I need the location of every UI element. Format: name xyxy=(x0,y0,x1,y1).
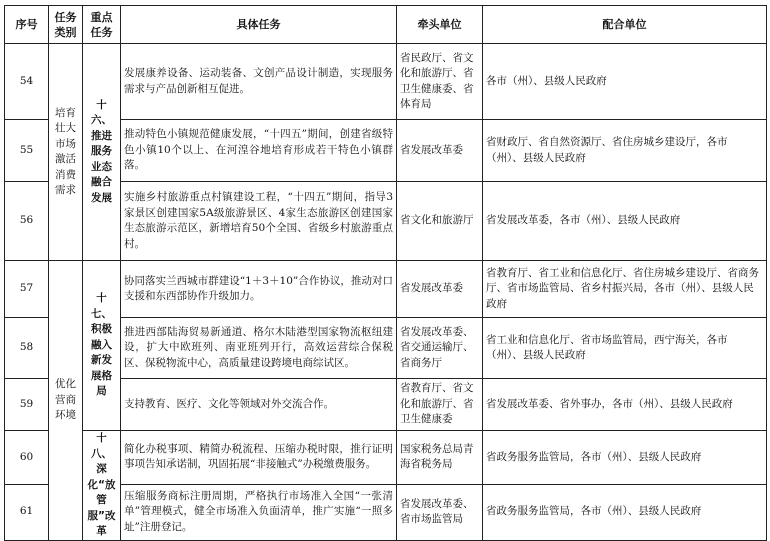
task-cell: 实施乡村旅游重点村镇建设工程，“十四五”期间，指导3家景区创建国家5A级旅游景区、4家生态旅游区创建国家生态旅游示范区，新增培育50个全国、省级乡村旅游重点村。 xyxy=(121,182,397,261)
row-number: 55 xyxy=(5,120,49,182)
coop-unit-cell: 省政务服务监管局，各市（州）、县级人民政府 xyxy=(483,431,767,485)
key-task-cell: 十八、深化“放管服”改革 xyxy=(83,431,121,541)
task-table xyxy=(4,5,767,541)
key-task-cell: 十六、推进服务业态融合发展 xyxy=(83,44,121,261)
coop-unit-cell: 各市（州）、县级人民政府 xyxy=(483,44,767,120)
row-number: 54 xyxy=(5,44,49,120)
key-task-cell: 十七、积极融入新发展格局 xyxy=(83,261,121,431)
header-key-task: 重点任务 xyxy=(83,6,121,44)
coop-unit-cell: 省发展改革委，各市（州）、县级人民政府 xyxy=(483,182,767,261)
table-row xyxy=(5,261,767,318)
row-number: 57 xyxy=(5,261,49,318)
task-cell: 压缩服务商标注册周期，严格执行市场准入全国“一张清单”管理模式，健全市场准入负面清单，推广实施“一照多址”注册登记。 xyxy=(121,484,397,540)
category-cell: 培育壮大市场激活消费需求 xyxy=(49,44,83,261)
coop-unit-cell: 省财政厅、省自然资源厅、省住房城乡建设厅，各市（州）、县级人民政府 xyxy=(483,120,767,182)
lead-unit-cell: 省教育厅、省文化和旅游厅、省卫生健康委 xyxy=(397,379,483,431)
task-cell: 协同落实兰西城市群建设“1＋3＋10”合作协议，推动对口支援和东西部协作升级加力。 xyxy=(121,261,397,318)
header-no: 序号 xyxy=(5,6,49,44)
lead-unit-cell: 省发展改革委 xyxy=(397,261,483,318)
category-cell: 优化营商环境 xyxy=(49,261,83,541)
row-number: 60 xyxy=(5,431,49,485)
row-number: 56 xyxy=(5,182,49,261)
lead-unit-cell: 国家税务总局青海省税务局 xyxy=(397,431,483,485)
task-cell: 推进西部陆海贸易新通道、格尔木陆港型国家物流枢纽建设，扩大中欧班列、南亚班列开行，高效运营综合保税区、保税物流中心，高质量建设跨境电商综试区。 xyxy=(121,318,397,379)
coop-unit-cell: 省教育厅、省工业和信息化厅、省住房城乡建设厅、省商务厅、省市场监管局、省乡村振兴局，各市（州）、县级人民政府 xyxy=(483,261,767,318)
lead-unit-cell: 省民政厅、省文化和旅游厅、省卫生健康委、省体育局 xyxy=(397,44,483,120)
coop-unit-cell: 省政务服务监管局，各市（州）、县级人民政府 xyxy=(483,484,767,540)
table-row xyxy=(5,431,767,485)
header-row xyxy=(5,6,767,44)
task-cell: 支持教育、医疗、文化等领域对外交流合作。 xyxy=(121,379,397,431)
row-number: 59 xyxy=(5,379,49,431)
lead-unit-cell: 省发展改革委、省交通运输厅、省商务厅 xyxy=(397,318,483,379)
task-cell: 推动特色小镇规范健康发展，“十四五”期间，创建省级特色小镇10个以上、在河湟谷地培育形成若干特色小镇群落。 xyxy=(121,120,397,182)
task-cell: 简化办税事项、精简办税流程、压缩办税时限，推行证明事项告知承诺制，巩固拓展“非接触式”办税缴费服务。 xyxy=(121,431,397,485)
table-row xyxy=(5,44,767,120)
header-coop-unit: 配合单位 xyxy=(483,6,767,44)
row-number: 61 xyxy=(5,484,49,540)
header-category: 任务类别 xyxy=(49,6,83,44)
task-cell: 发展康养设备、运动装备、文创产品设计制造，实现服务需求与产品创新相互促进。 xyxy=(121,44,397,120)
header-lead-unit: 牵头单位 xyxy=(397,6,483,44)
header-task: 具体任务 xyxy=(121,6,397,44)
row-number: 58 xyxy=(5,318,49,379)
coop-unit-cell: 省发展改革委、省外事办，各市（州）、县级人民政府 xyxy=(483,379,767,431)
lead-unit-cell: 省发展改革委 xyxy=(397,120,483,182)
coop-unit-cell: 省工业和信息化厅、省市场监管局，西宁海关，各市（州）、县级人民政府 xyxy=(483,318,767,379)
lead-unit-cell: 省文化和旅游厅 xyxy=(397,182,483,261)
lead-unit-cell: 省发展改革委、省市场监管局 xyxy=(397,484,483,540)
